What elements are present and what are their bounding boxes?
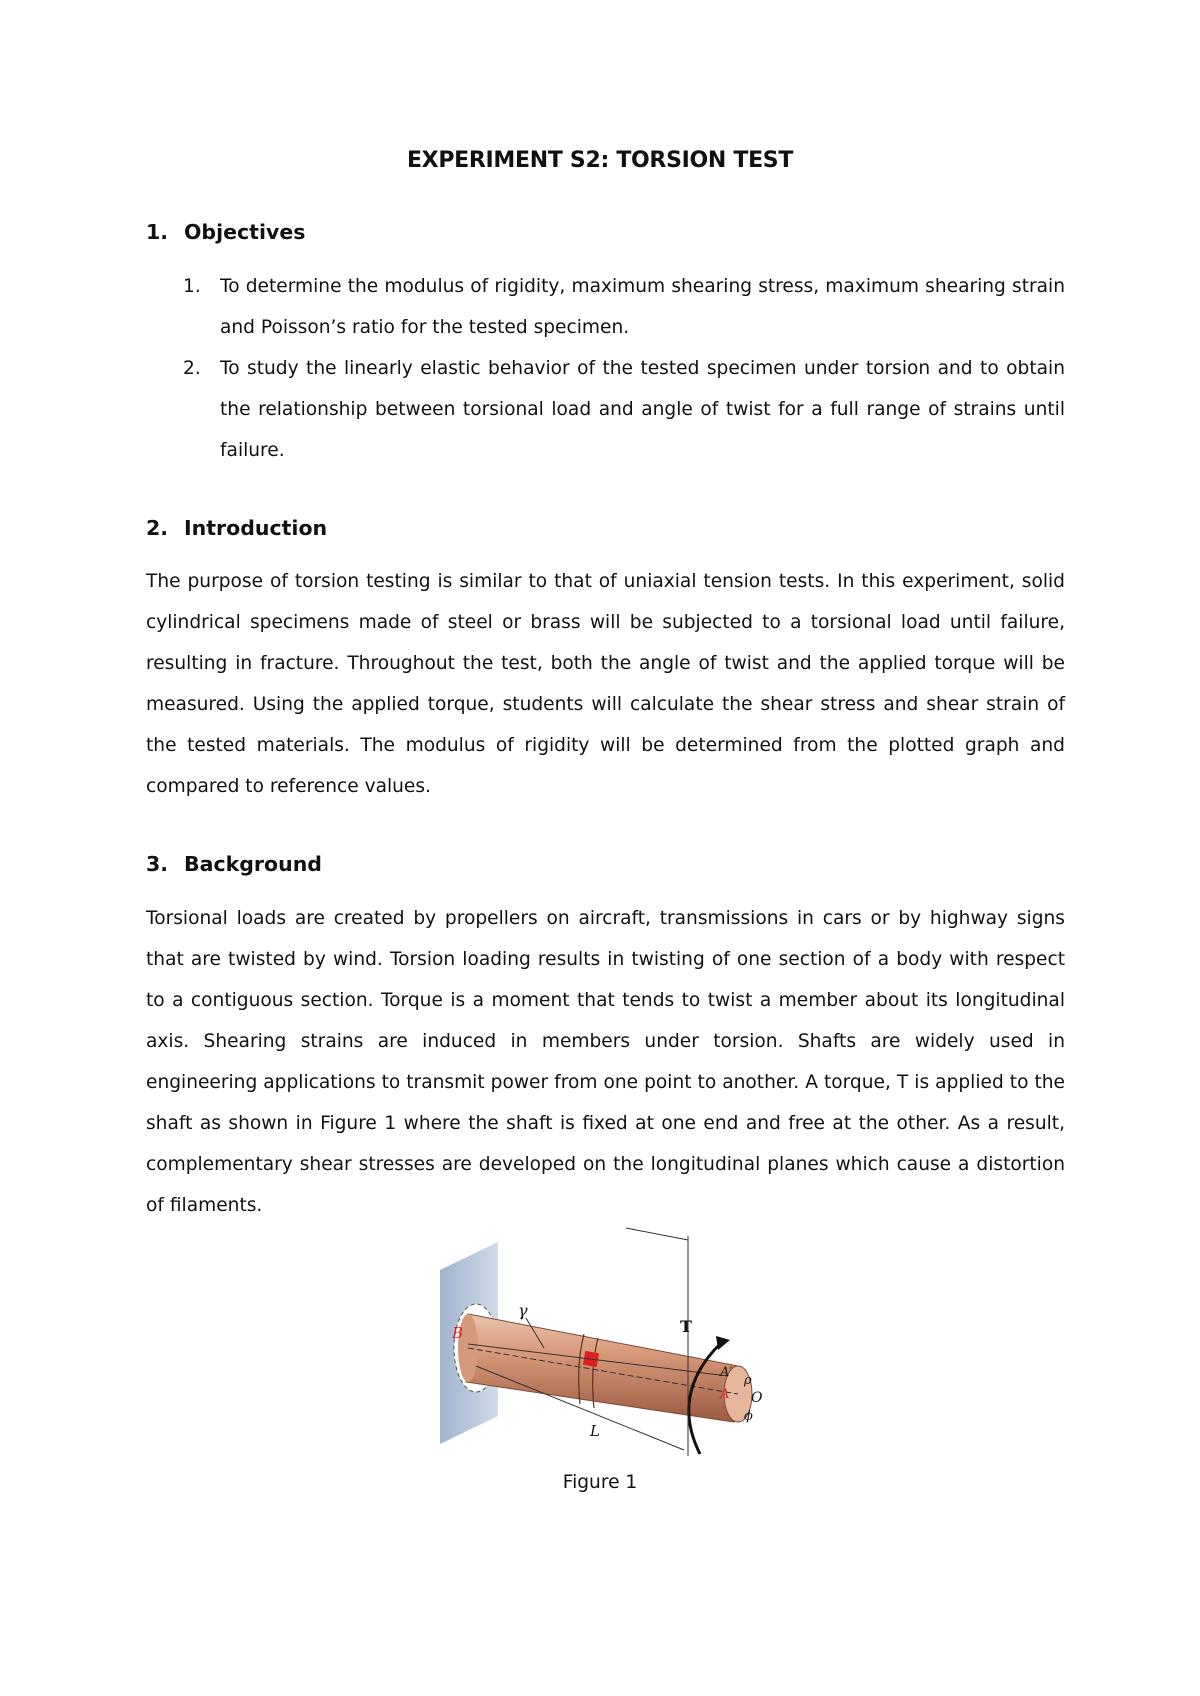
shaft-body bbox=[466, 1314, 738, 1422]
section-heading-introduction bbox=[146, 516, 327, 540]
label-rho: ρ bbox=[744, 1373, 752, 1388]
objectives-list bbox=[183, 266, 1065, 471]
label-phi: ϕ bbox=[744, 1409, 753, 1424]
label-A-prime: A′ bbox=[720, 1365, 733, 1380]
label-gamma: γ bbox=[518, 1301, 528, 1320]
list-item bbox=[183, 266, 1065, 348]
section-heading-background bbox=[146, 852, 322, 876]
torsion-shaft-figure bbox=[438, 1226, 788, 1462]
list-item bbox=[183, 348, 1065, 471]
label-A: A bbox=[720, 1387, 730, 1402]
label-O: O bbox=[751, 1390, 763, 1406]
section-number: 2. bbox=[146, 516, 169, 540]
section-number: 3. bbox=[146, 852, 169, 876]
dimension-extension-top bbox=[626, 1228, 688, 1240]
section-title: Objectives bbox=[184, 220, 306, 244]
section-title: Background bbox=[184, 852, 322, 876]
document-title: EXPERIMENT S2: TORSION TEST bbox=[406, 148, 794, 173]
list-item-text: To determine the modulus of rigidity, maximum shearing stress, maximum shearing strain and Poisson’s ratio for the tested specimen. bbox=[220, 276, 1065, 338]
list-item-number: 2. bbox=[183, 358, 201, 379]
list-item-text: To study the linearly elastic behavior of the tested specimen under torsion and to obtain the relationship between torsional load and angle of twist for a full range of strains until failure. bbox=[220, 358, 1065, 461]
figure-caption: Figure 1 bbox=[562, 1472, 638, 1493]
section-number: 1. bbox=[146, 220, 169, 244]
section-title: Introduction bbox=[184, 516, 328, 540]
label-L: L bbox=[590, 1422, 600, 1440]
label-B: B bbox=[452, 1324, 464, 1342]
background-paragraph: Torsional loads are created by propellers on aircraft, transmissions in cars or by highway signs that are twisted by wind. Torsion loading results in twisting of one section of a body with respect to a contiguous section. Torque is a moment that tends to twist a member about its longitudinal axis. Shearing strains are induced in members under torsion. Shafts are widely used in engineering applications to transmit power from one point to another. A torque, T is applied to the shaft as shown in Figure 1 where the shaft is fixed at one end and free at the other. As a result, complementary shear stresses are developed on the longitudinal planes which cause a distortion of filaments. bbox=[146, 908, 1065, 1216]
list-item-number: 1. bbox=[183, 276, 201, 297]
introduction-paragraph: The purpose of torsion testing is similar to that of uniaxial tension tests. In this experiment, solid cylindrical specimens made of steel or brass will be subjected to a torsional load until failure, resulting in fracture. Throughout the test, both the angle of twist and the applied torque will be measured. Using the applied torque, students will calculate the shear stress and shear strain of the tested materials. The modulus of rigidity will be determined from the plotted graph and compared to reference values. bbox=[146, 571, 1065, 797]
label-T: T bbox=[680, 1317, 692, 1336]
section-heading-objectives bbox=[146, 220, 305, 244]
torque-arrowhead bbox=[716, 1336, 730, 1350]
